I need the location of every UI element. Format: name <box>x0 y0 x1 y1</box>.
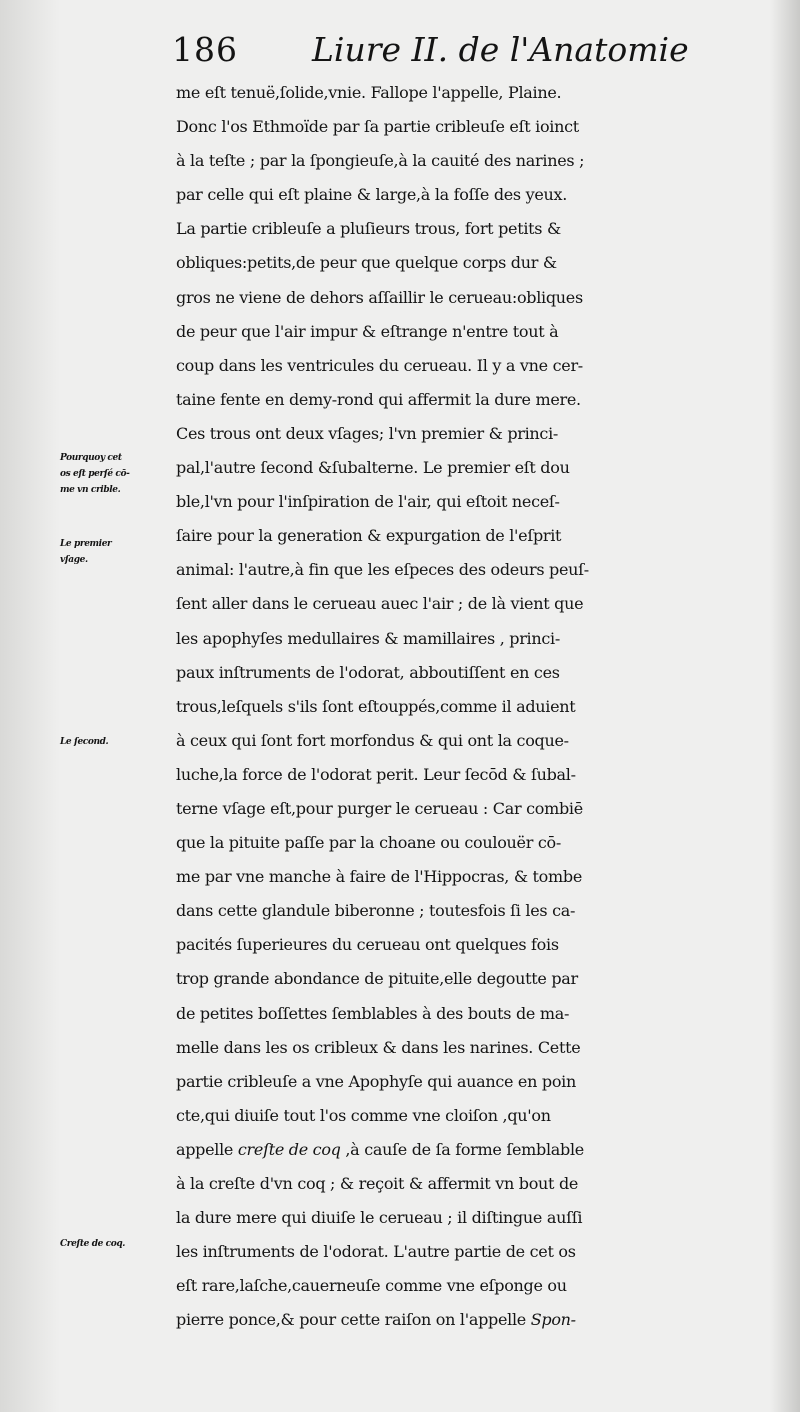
text-line: gros ne viene de dehors aſſaillir le cerueau:obliques <box>176 287 583 307</box>
text-line: Ces trous ont deux vſages; l'vn premier & princi- <box>176 423 559 443</box>
text-line: que la pituite paſſe par la choane ou coulouër cō- <box>176 833 561 853</box>
text-line: la dure mere qui diuiſe le cerueau ; il diſtingue auſſi <box>176 1208 583 1228</box>
text-line <box>176 1133 776 1167</box>
italic-term: Spon- <box>530 1310 576 1330</box>
margin-note-premier-usage <box>60 536 178 568</box>
text-line: paux inſtruments de l'odorat, abboutiſſent en ces <box>176 662 560 682</box>
text-line: par celle qui eſt plaine & large,à la foſſe des yeux. <box>176 185 568 205</box>
text-line: La partie cribleuſe a pluſieurs trous, fort petits & <box>176 219 561 239</box>
text-line: à la creſte d'vn coq ; & reçoit & affermit vn bout de <box>176 1174 579 1193</box>
text-line: me par vne manche à faire de l'Hippocras, & tombe <box>176 867 582 887</box>
text-line: les inſtruments de l'odorat. L'autre partie de cet os <box>176 1242 576 1262</box>
margin-note-creste-de-coq <box>60 1236 178 1252</box>
text-line: coup dans les ventricules du cerueau. Il y a vne cer- <box>176 355 583 375</box>
running-title: Liure II. de l'Anatomie <box>312 30 689 69</box>
text-line: les apophyſes medullaires & mamillaires , princi- <box>176 628 560 648</box>
text-line: obliques:petits,de peur que quelque corps dur & <box>176 253 557 273</box>
text-line: dans cette glandule biberonne ; toutesfois ſi les ca- <box>176 901 576 921</box>
margin-note-line: Creſte de coq. <box>60 1239 125 1249</box>
body-text <box>176 76 776 1337</box>
text-segment: appelle <box>176 1139 238 1159</box>
text-line: trop grande abondance de pituite,elle degoutte par <box>176 969 578 989</box>
page-number: 186 <box>172 30 238 69</box>
text-line: animal: l'autre,à fin que les eſpeces des odeurs peuſ- <box>176 560 589 580</box>
text-line: à la teſte ; par la ſpongieuſe,à la cauité des narines ; <box>176 151 585 171</box>
text-line: melle dans les os cribleux & dans les narines. Cette <box>176 1037 581 1057</box>
text-line: à ceux qui ſont fort morfondus & qui ont la coque- <box>176 730 569 750</box>
text-segment: pierre ponce,& pour cette raiſon on l'appelle <box>176 1310 531 1330</box>
text-line: ble,l'vn pour l'inſpiration de l'air, qui eſtoit neceſ- <box>176 492 560 512</box>
margin-note-line: os eſt perſé cō- <box>60 469 130 479</box>
text-line: de peur que l'air impur & eſtrange n'entre tout à <box>176 321 559 341</box>
page-shadow-left <box>0 0 60 1412</box>
text-line: eſt rare,laſche,cauerneuſe comme vne eſponge ou <box>176 1276 567 1296</box>
text-segment: ,à cauſe de ſa forme ſemblable <box>340 1139 584 1159</box>
text-line: ſent aller dans le cerueau auec l'air ; de là vient que <box>176 594 584 614</box>
text-line: de petites boſſettes ſemblables à des bouts de ma- <box>176 1003 570 1023</box>
text-line: cte,qui diuiſe tout l'os comme vne cloiſon ,qu'on <box>176 1105 551 1125</box>
text-line: pal,l'autre ſecond &ſubalterne. Le premier eſt dou <box>176 458 570 478</box>
margin-note-line: Le premier <box>60 539 112 549</box>
text-line: me eſt tenuë,ſolide,vnie. Fallope l'appelle, Plaine. <box>176 83 562 102</box>
text-line: trous,leſquels s'ils ſont eſtouppés,comme il aduient <box>176 696 576 716</box>
margin-note-pourquoy <box>60 450 178 498</box>
margin-note-line: me vn crible. <box>60 485 121 495</box>
text-line: ſaire pour la generation & expurgation de l'eſprit <box>176 526 562 546</box>
text-line: terne vſage eſt,pour purger le cerueau : Car combiē <box>176 798 583 818</box>
margin-note-second <box>60 734 178 750</box>
text-line <box>176 1303 776 1337</box>
text-line: pacités ſuperieures du cerueau ont quelques fois <box>176 935 559 955</box>
text-line: taine fente en demy-rond qui affermit la dure mere. <box>176 389 581 409</box>
text-line: Donc l'os Ethmoïde par ſa partie cribleuſe eſt ioinct <box>176 117 579 137</box>
margin-note-line: vſage. <box>60 555 88 565</box>
italic-term: creſte de coq <box>237 1139 341 1159</box>
text-line: luche,la force de l'odorat perit. Leur ſecōd & ſubal- <box>176 764 576 784</box>
margin-note-line: Le ſecond. <box>60 737 109 747</box>
margin-note-line: Pourquoy cet <box>60 453 122 463</box>
text-line: partie cribleuſe a vne Apophyſe qui auance en poin <box>176 1071 576 1091</box>
page-header <box>172 26 689 72</box>
